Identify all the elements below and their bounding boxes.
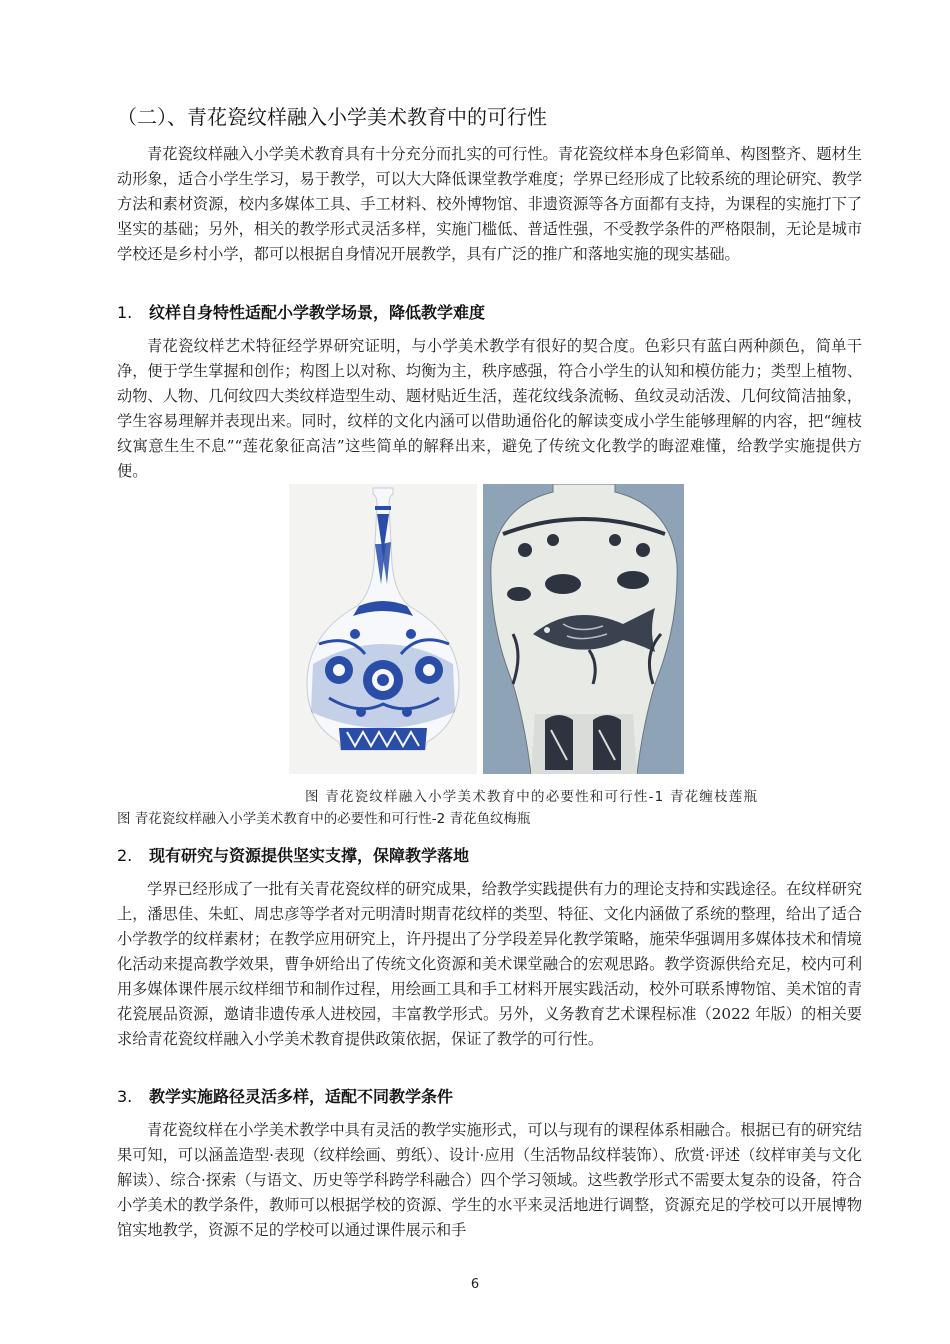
figure-fish-plum-vase <box>483 484 684 774</box>
figure-caption-1: 图 青花瓷纹样融入小学美术教育中的必要性和可行性-1 青花缠枝莲瓶 <box>305 789 759 805</box>
section-title: （二）、青花瓷纹样融入小学美术教育中的可行性 <box>117 105 547 129</box>
subsection-3-title: 教学实施路径灵活多样，适配不同教学条件 <box>149 1087 454 1106</box>
subsection-2-title: 现有研究与资源提供坚实支撑，保障教学落地 <box>149 846 470 865</box>
blue-white-fish-plum-vase-image <box>483 484 684 774</box>
subsection-3-number: 3. <box>117 1087 133 1106</box>
subsection-3-heading <box>117 1084 877 1110</box>
subsection-3-body: 青花瓷纹样在小学美术教学中具有灵活的教学实施形式，可以与现有的课程体系相融合。根据已有的研究结果可知，可以涵盖造型·表现（纹样绘画、剪纸）、设计·应用（生活物品纹样装饰）、欣赏·评述（纹样审美与文化解读）、综合·探索（与语文、历史等学科跨学科融合）四个学习领域。这些教学形式不需要太复杂的设备，符合小学美术的教学条件，教师可以根据学校的资源、学生的水平来灵活地进行调整，资源充足的学校可以开展博物馆实地教学，资源不足的学校可以通过课件展示和手 <box>117 1121 862 1239</box>
subsection-2-body: 学界已经形成了一批有关青花瓷纹样的研究成果，给教学实践提供有力的理论支持和实践途径。在纹样研究上，潘思佳、朱虹、周忠彦等学者对元明清时期青花纹样的类型、特征、文化内涵做了系统的整理，给出了适合小学教学的纹样素材；在教学应用研究上，许丹提出了分学段差异化教学策略，施荣华强调用多媒体技术和情境化活动来提高教学效果，曹争妍给出了传统文化资源和美术课堂融合的宏观思路。教学资源供给充足，校内可利用多媒体课件展示纹样细节和制作过程，用绘画工具和手工材料开展实践活动，校外可联系博物馆、美术馆的青花瓷展品资源，邀请非遗传承人进校园，丰富教学形式。另外，义务教育艺术课程标准（2022 年版）的相关要求给青花瓷纹样融入小学美术教育提供政策依据，保证了教学的可行性。 <box>117 880 862 1048</box>
subsection-1-body: 青花瓷纹样艺术特征经学界研究证明，与小学美术教学有很好的契合度。色彩只有蓝白两种颜色，简单干净，便于学生掌握和创作；构图上以对称、均衡为主，秩序感强，符合小学生的认知和模仿能力；类型上植物、动物、人物、几何纹四大类纹样造型生动、题材贴近生活，莲花纹线条流畅、鱼纹灵动活泼、几何纹简洁抽象，学生容易理解并表现出来。同时，纹样的文化内涵可以借助通俗化的解读变成小学生能够理解的内容，把“缠枝纹寓意生生不息”“莲花象征高洁”这些简单的解释出来，避免了传统文化教学的晦涩难懂，给教学实施提供方便。 <box>117 337 862 480</box>
blue-white-lotus-vase-image <box>289 484 477 774</box>
subsection-2-heading <box>117 843 877 869</box>
page-number: 6 <box>470 1277 480 1292</box>
subsection-2-number: 2. <box>117 846 133 865</box>
subsection-1-number: 1. <box>117 303 133 322</box>
subsection-1-heading <box>117 300 877 326</box>
figure-caption-2: 图 青花瓷纹样融入小学美术教育中的必要性和可行性-2 青花鱼纹梅瓶 <box>117 811 531 827</box>
figure-blue-white-vase <box>289 484 477 774</box>
subsection-1-title: 纹样自身特性适配小学教学场景，降低教学难度 <box>149 303 486 322</box>
intro-paragraph: 青花瓷纹样融入小学美术教育具有十分充分而扎实的可行性。青花瓷纹样本身色彩简单、构图整齐、题材生动形象，适合小学生学习，易于教学，可以大大降低课堂教学难度；学界已经形成了比较系统的理论研究、教学方法和素材资源，校内多媒体工具、手工材料、校外博物馆、非遗资源等各方面都有支持，为课程的实施打下了坚实的基础；另外，相关的教学形式灵活多样，实施门槛低、普适性强，不受教学条件的严格限制，无论是城市学校还是乡村小学，都可以根据自身情况开展教学，具有广泛的推广和落地实施的现实基础。 <box>117 145 862 263</box>
